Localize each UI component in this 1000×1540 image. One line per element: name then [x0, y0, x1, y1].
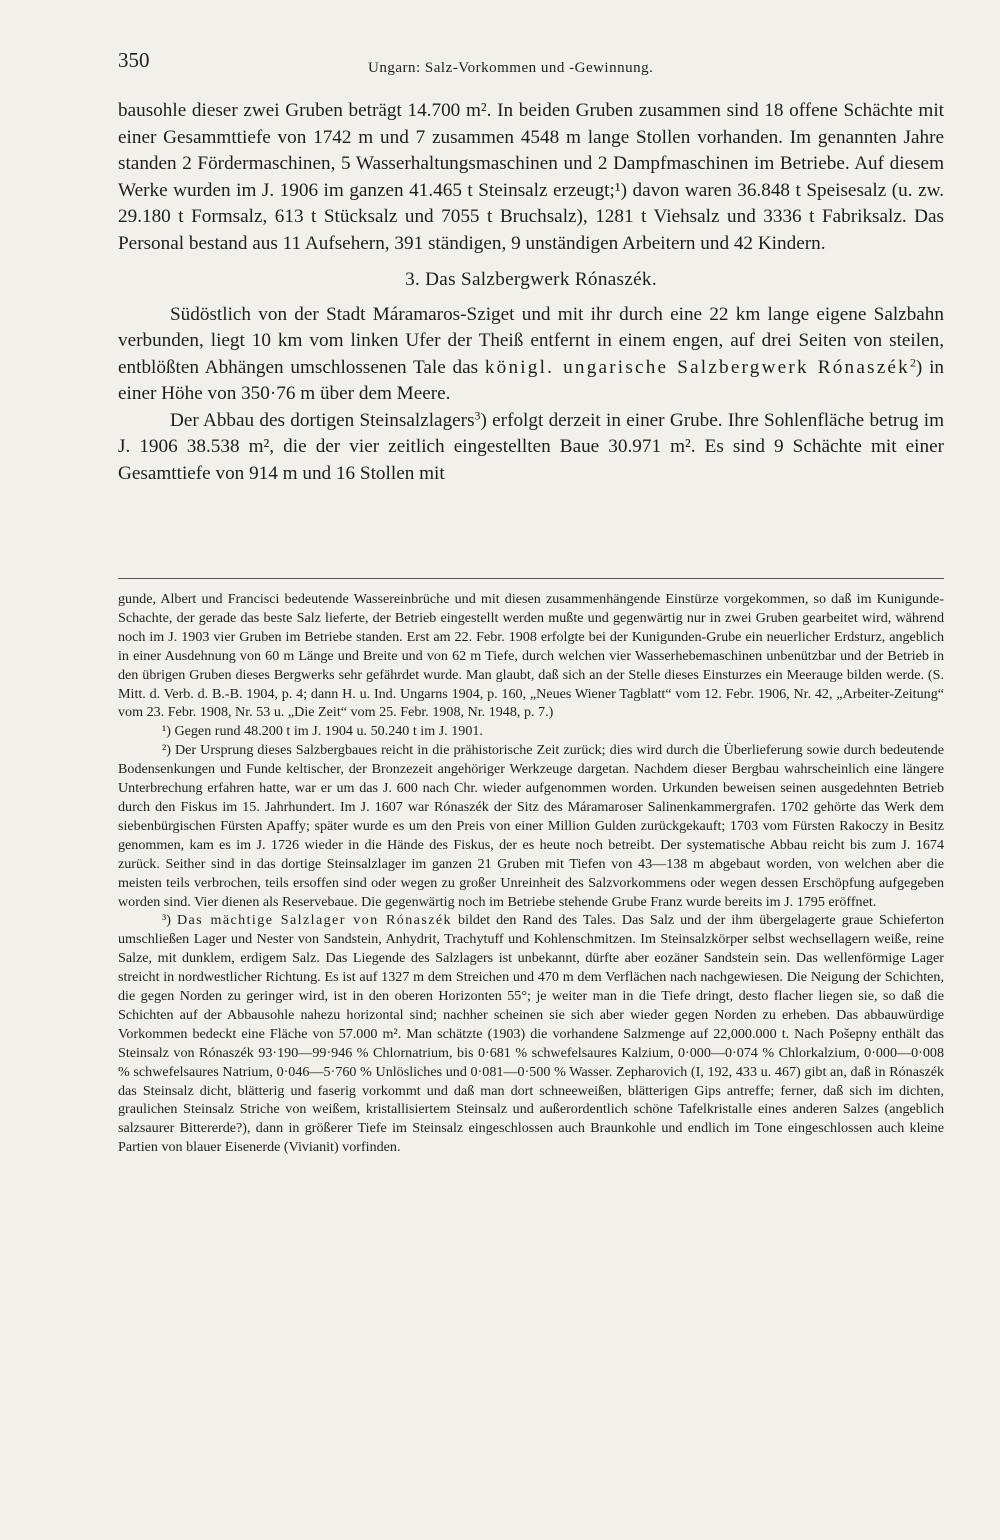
paragraph-extraction-text: Der Abbau des dortigen Steinsalzlagers — [170, 409, 475, 431]
footnote-2-mark: ²) — [162, 742, 171, 759]
footnote-2 — [118, 741, 944, 911]
spaced-mine-name: königl. ungarische Salzbergwerk Rónaszék — [484, 356, 910, 378]
footnotes — [118, 590, 944, 1157]
footnote-1 — [118, 722, 944, 741]
footnote-3-spaced: Das mächtige Salzlager von Rónaszék — [176, 912, 452, 929]
footnote-2-text: Der Ursprung dieses Salzbergbaues reicht in die prähistorische Zeit zurück; dies wird durch die Überlieferung sowie durch bedeutende Bodensenkungen und Funde keltischer, der Bronzezeit angehöriger Werkzeuge dargetan. Nachdem dieser Bergbau wahrscheinlich eine längere Unterbrechung erfahren hatte, war er um das J. 600 nach Chr. wieder aufgenommen worden. Urkunden beweisen seinen ausgedehnten Betrieb durch den Fiskus im 15. Jahrhundert. Im J. 1607 war Rónaszék der Sitz des Máramaroser Salinenkammergrafen. 1702 gehörte das Werk dem siebenbürgischen Fürsten Apaffy; später wurde es um den Preis von einer Million Gulden zurückgekauft; 1703 vom Fürsten Rakoczy in Besitz genommen, kam es im J. 1726 wieder in die Hände des Fiskus, der es heute noch betreibt. Der systematische Abbau reicht bis zum J. 1674 zurück. Seither sind in das dortige Steinsalzlager im ganzen 21 Gruben mit Tiefen von 43—138 m abgebaut worden, von welchen aber die meisten teils verbrochen, teils ersoffen sind oder wegen zu großer Unreinheit des Salzvorkommens oder wegen dessen Erschöpfung aufgegeben worden sind. Vier dienen als Reservebaue. Die gegenwärtig noch im Betriebe stehende Grube Franz wurde bereits im J. 1795 eröffnet. — [118, 742, 944, 910]
main-text — [118, 98, 944, 487]
footnote-ref-3: 3 — [474, 407, 481, 422]
footnote-1-mark: ¹) — [162, 723, 171, 740]
footnote-continuation: gunde, Albert und Francisci bedeutende Wassereinbrüche und mit diesen zusammenhängende Einstürze vorgekommen, so daß im Kunigunde-Schachte, der gerade das beste Salz lieferte, der Betrieb eingestellt werden mußte und gegenwärtig nur in zwei Gruben gearbeitet wird, während noch im J. 1903 vier Gruben im Betriebe standen. Erst am 22. Febr. 1908 erfolgte bei der Kunigunden-Grube ein neuerlicher Erdsturz, angeblich in einer Ausdehnung von 60 m Länge und Breite und von 62 m Tiefe, durch welchen vier Wasserhebemaschinen unbenützbar und der Betrieb in den übrigen Gruben dieses Bergwerks sehr gefährdet wurde. Man glaubt, daß sich an der Stelle dieses Einsturzes ein Meerauge bilden werde. (S. Mitt. d. Verb. d. B.-B. 1904, p. 4; dann H. u. Ind. Ungarns 1904, p. 160, „Neues Wiener Tagblatt“ vom 12. Febr. 1906, Nr. 42, „Arbeiter-Zeitung“ vom 23. Febr. 1908, Nr. 53 u. „Die Zeit“ vom 25. Febr. 1908, Nr. 1948, p. 7.) — [118, 591, 944, 721]
paragraph-location-end: ) in einer Höhe von 350·76 m über dem Meere. — [118, 356, 944, 404]
running-head: Ungarn: Salz-Vorkommen und -Gewinnung. — [368, 60, 654, 76]
section-title: 3. Das Salzbergwerk Rónaszék. — [405, 269, 657, 290]
footnote-3-mark: ³) — [162, 912, 171, 929]
paragraph-extraction — [118, 408, 944, 488]
footnote-ref-2: 2 — [909, 354, 916, 369]
paragraph-continuation: bausohle dieser zwei Gruben beträgt 14.700 m². In beiden Gruben zusammen sind 18 offene Schächte mit einer Gesammttiefe von 1742 m und 7 zusammen 4548 m lange Stollen vorhanden. Im genannten Jahre standen 2 Fördermaschinen, 5 Wasserhaltungsmaschinen und 2 Dampfmaschinen im Betriebe. Auf diesem Werke wurden im J. 1906 im ganzen 41.465 t Steinsalz erzeugt;¹) davon waren 36.848 t Speisesalz (u. zw. 29.180 t Formsalz, 613 t Stücksalz und 7055 t Bruchsalz), 1281 t Viehsalz und 3336 t Fabriksalz. Das Personal bestand aus 11 Aufsehern, 391 ständigen, 9 unständigen Arbeitern und 42 Kindern. — [118, 100, 944, 254]
footnote-divider — [118, 578, 944, 580]
paragraph-location-text: Südöstlich von der Stadt Máramaros-Sziget und mit ihr durch eine 22 km lange eigene Salzbahn verbunden, liegt 10 km vom linken Ufer der Theiß entfernt in einem engen, auf drei Seiten von steilen, entblößten Abhängen umschlossenen Tale das — [118, 303, 944, 378]
footnote-3-text: bildet den Rand des Tales. Das Salz und der ihm übergelagerte graue Schieferton umschließen Lager und Nester von Sandstein, Anhydrit, Trachytuff und Kohlenschmitzen. Im Steinsalzkörper selbst wechsellagern weiße, reine Salze, mit dunklem, erdigem Salz. Das Liegende des Salzlagers ist unbekannt, dürfte aber eozäner Sandstein sein. Das wellenförmige Lager streicht in nordwestlicher Richtung. Es ist auf 1327 m dem Streichen und 470 m dem Verflächen nach nachgewiesen. Die Neigung der Schichten, die gegen Norden zu geringer wird, ist in den oberen Horizonten 55°; je weiter man in die Tiefe dringt, desto flacher liegen sie, so daß die Schichten auf der Abbausohle nahezu horizontal sind; nachher scheinen sie sich aber wieder gegen Norden zu erheben. Das abbauwürdige Vorkommen bedeckt eine Fläche von 57.000 m². Man schätzte (1903) die vorhandene Salzmenge auf 22,000.000 t. Nach Pošepny enthält das Steinsalz von Rónaszék 93·190—99·946 % Chlornatrium, bis 0·681 % schwefelsaures Kalzium, 0·000—0·074 % Chlorkalzium, 0·000—0·008 % schwefelsaures Natrium, 0·046—5·760 % Unlösliches und 0·081—0·500 % Wasser. Zepharovich (I, 192, 433 u. 467) gibt an, daß in Rónaszék das Steinsalz dicht, blätterig und faserig vorkommt und daß man dort schneeweißen, blätterigen Gips antreffe; ferner, daß sich im dichten, graulichen Steinsalz Striche von weißem, kristallisiertem Steinsalz und außerordentlich schöne Tafelkristalle eines anderen Salzes (angeblich salzsaurer Bittererde?), dann in größerer Tiefe im Steinsalz eingeschlossen auch Braunkohle und endlich im Tone eingeschlossen auch kleine Partien von blauer Eisenerde (Vivianit) vorfinden. — [118, 912, 944, 1156]
paragraph-extraction-end: ) erfolgt derzeit in einer Grube. Ihre Sohlenfläche betrug im J. 1906 38.538 m², die der vier zeitlich eingestellten Baue 30.971 m². Es sind 9 Schächte mit einer Gesamttiefe von 914 m und 16 Stollen mit — [118, 409, 944, 484]
footnote-3 — [118, 911, 944, 1157]
page-header — [118, 48, 944, 78]
paragraph-location — [118, 302, 944, 408]
page-number: 350 — [118, 48, 150, 72]
footnote-1-text: Gegen rund 48.200 t im J. 1904 u. 50.240 t im J. 1901. — [174, 723, 483, 740]
